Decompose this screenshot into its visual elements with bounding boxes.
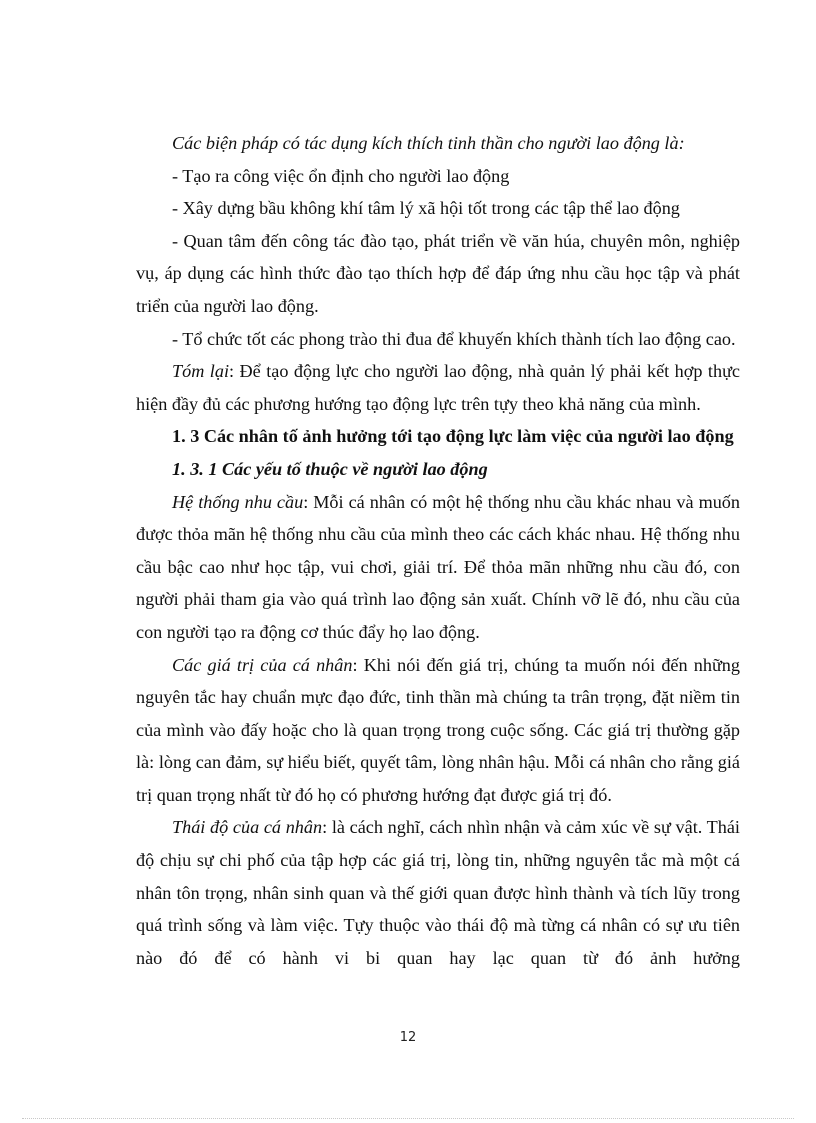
summary-label: Tóm lại: [172, 361, 230, 382]
intro-line: Các biện pháp có tác dụng kích thích tinh thần cho người lao động là:: [172, 133, 685, 153]
paragraph-label: Thái độ của cá nhân: [172, 817, 323, 838]
summary-text: : Để tạo động lực cho người lao động, nhà quản lý phải kết hợp thực hiện đầy đủ các phương hướng tạo động lực trên tựy theo khả năng của mình.: [136, 361, 741, 414]
bullet-item: - Tạo ra công việc ổn định cho người lao động: [172, 165, 510, 186]
paragraph-text: : Mỗi cá nhân có một hệ thống nhu cầu khác nhau và muốn được thỏa mãn hệ thống nhu cầu của mình theo các cách khác nhau. Hệ thống nhu cầu bậc cao như học tập, vui chơi, giải trí. Để thỏa mãn những nhu cầu đó, con người phải tham gia vào quá trình lao động sản xuất. Chính vỡ lẽ đó, nhu cầu của con người tạo ra động cơ thúc đẩy họ lao động.: [136, 491, 740, 642]
subsection-heading: 1. 3. 1 Các yếu tố thuộc về người lao động: [172, 458, 488, 479]
body-text: [136, 127, 740, 974]
paragraph-text: : là cách nghĩ, cách nhìn nhận và cảm xúc về sự vật. Thái độ chịu sự chi phố của tập hợp các giá trị, lòng tin, những nguyên tắc mà một cá nhân tôn trọng, nhân sinh quan và thế giới quan được hình thành và tích lũy trong quá trình sống và làm việc. Tựy thuộc vào thái độ mà từng cá nhân có sự ưu tiên nào đó để có hành vi bi quan hay lạc quan từ đó ảnh hưởng: [136, 817, 740, 968]
page-bottom-divider: [22, 1118, 794, 1119]
paragraph-values: [136, 649, 740, 812]
paragraph-attitude: [136, 811, 740, 974]
paragraph-label: Hệ thống nhu cầu: [172, 491, 304, 512]
summary-paragraph: [136, 355, 740, 420]
section-heading: 1. 3 Các nhân tố ảnh hưởng tới tạo động lực làm việc của người lao động: [172, 426, 734, 447]
bullet-item: - Tổ chức tốt các phong trào thi đua để khuyến khích thành tích lao động cao.: [172, 328, 736, 349]
paragraph-needs: [136, 486, 740, 649]
paragraph-label: Các giá trị của cá nhân: [172, 654, 353, 675]
bullet-item: - Quan tâm đến công tác đào tạo, phát triển về văn húa, chuyên môn, nghiệp vụ, áp dụng các hình thức đào tạo thích hợp để đáp ứng nhu cầu học tập và phát triển của người lao động.: [136, 230, 740, 316]
paragraph-text: : Khi nói đến giá trị, chúng ta muốn nói đến những nguyên tắc hay chuẩn mực đạo đức, tinh thần mà chúng ta trân trọng, đặt niềm tin của mình vào đấy hoặc cho là quan trọng trong cuộc sống. Các giá trị thường gặp là: lòng can đảm, sự hiểu biết, quyết tâm, lòng nhân hậu. Mỗi cá nhân cho rằng giá trị quan trọng nhất từ đó họ có phương hướng đạt được giá trị đó.: [136, 654, 740, 805]
bullet-item: - Xây dựng bầu không khí tâm lý xã hội tốt trong các tập thể lao động: [172, 198, 680, 219]
page-number: 12: [399, 1030, 417, 1045]
